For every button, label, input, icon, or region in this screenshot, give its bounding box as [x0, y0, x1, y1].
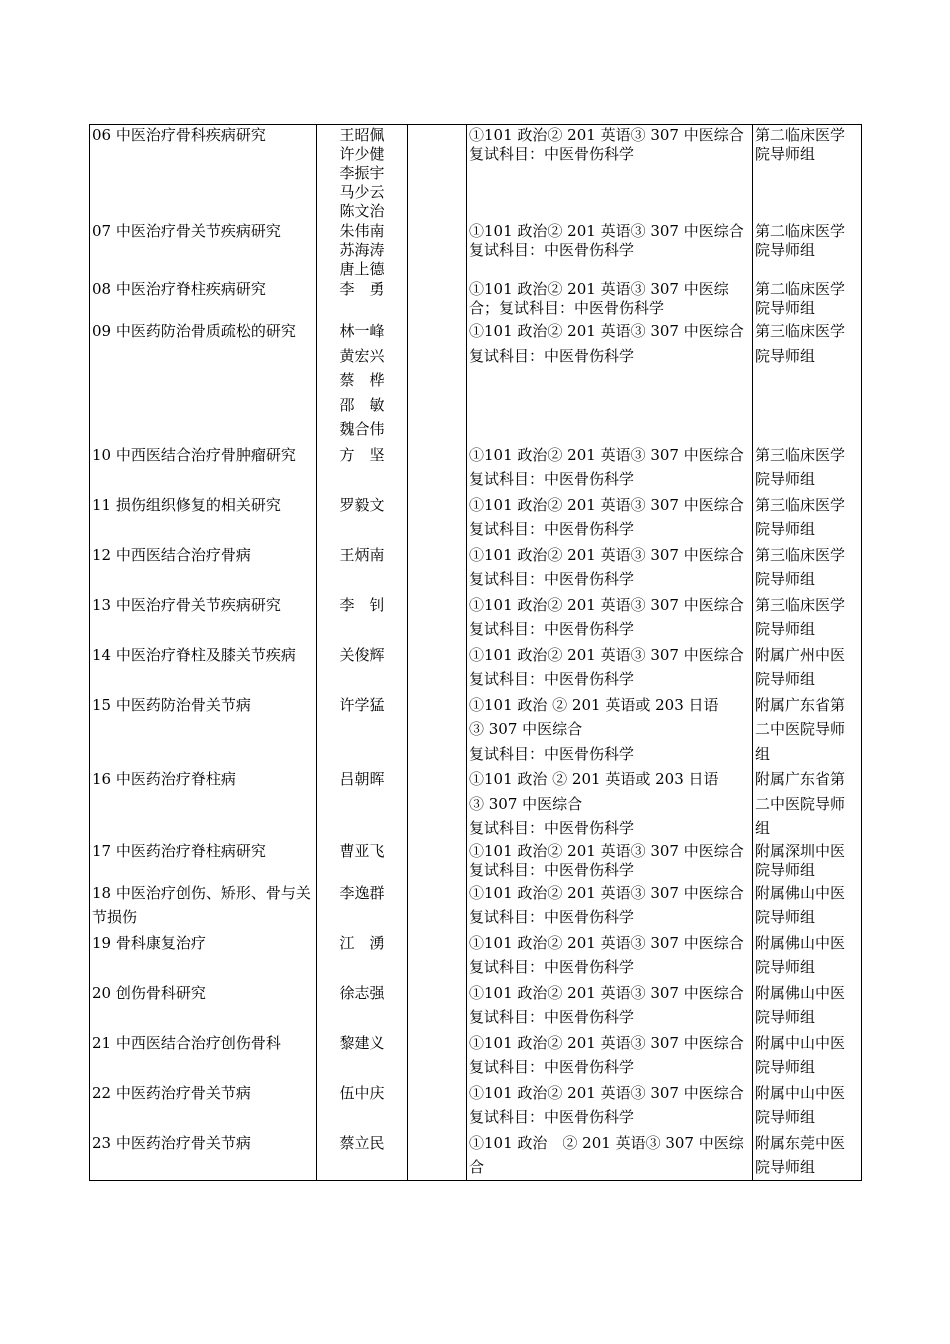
tutor-cell [317, 592, 408, 642]
blank-cell [408, 1080, 467, 1130]
exam-subjects-cell-line: ①101 政治② 201 英语③ 307 中医综 [469, 280, 729, 298]
unit-cell-line: 院导师组 [755, 299, 816, 317]
table-row [90, 692, 862, 767]
exam-subjects-cell-line: ①101 政治 ② 201 英语③ 307 中医综 [469, 1133, 744, 1152]
unit-cell [753, 980, 862, 1030]
unit-cell [753, 492, 862, 542]
tutor-cell-line: 黄宏兴 [339, 346, 385, 365]
tutor-cell-line: 方 坚 [339, 445, 385, 464]
table-row [90, 542, 862, 592]
exam-subjects-cell-line: 复试科目：中医骨伤科学 [469, 819, 635, 837]
research-direction-cell: 21 中西医结合治疗创伤骨科 [90, 1030, 317, 1080]
research-direction-cell: 16 中医药治疗脊柱病 [90, 766, 317, 841]
unit-cell-line: 附属广东省第 [755, 695, 846, 714]
unit-cell-line: 附属中山中医 [755, 1083, 846, 1102]
exam-subjects-cell-line: 复试科目：中医骨伤科学 [469, 145, 635, 163]
unit-cell-line: 院导师组 [755, 241, 816, 259]
unit-cell-line: 院导师组 [755, 470, 816, 488]
blank-cell [408, 492, 467, 542]
tutor-cell [317, 692, 408, 767]
unit-cell [753, 125, 862, 222]
table-row [90, 492, 862, 542]
tutor-cell [317, 980, 408, 1030]
table-row [90, 766, 862, 841]
exam-subjects-cell-line: 复试科目：中医骨伤科学 [469, 670, 635, 688]
blank-cell [408, 880, 467, 930]
tutor-cell [317, 1080, 408, 1130]
unit-cell [753, 766, 862, 841]
research-direction-cell: 13 中医治疗骨关节疾病研究 [90, 592, 317, 642]
research-direction-cell: 19 骨科康复治疗 [90, 930, 317, 980]
unit-cell-line: 第二临床医学 [755, 280, 846, 298]
tutor-cell [317, 642, 408, 692]
tutor-cell [317, 841, 408, 880]
exam-subjects-cell-line: ①101 政治② 201 英语③ 307 中医综合 [469, 445, 744, 464]
unit-cell-line: 二中医院导师 [755, 794, 846, 813]
unit-cell [753, 318, 862, 442]
exam-subjects-cell [467, 642, 753, 692]
tutor-cell-line: 伍中庆 [339, 1083, 385, 1102]
research-direction-cell: 07 中医治疗骨关节疾病研究 [90, 221, 317, 279]
unit-cell-line: 附属广州中医 [755, 645, 846, 664]
unit-cell-line: 附属佛山中医 [755, 933, 846, 952]
unit-cell-line: 院导师组 [755, 145, 816, 163]
research-direction-cell: 10 中西医结合治疗骨肿瘤研究 [90, 442, 317, 492]
unit-cell-line: 第三临床医学 [755, 545, 846, 564]
tutor-cell-line: 唐上德 [339, 260, 385, 278]
exam-subjects-cell-line: 复试科目：中医骨伤科学 [469, 1008, 635, 1026]
exam-subjects-cell-line: ①101 政治② 201 英语③ 307 中医综合 [469, 983, 744, 1002]
exam-subjects-cell-line: 复试科目：中医骨伤科学 [469, 908, 635, 926]
table-row [90, 125, 862, 222]
unit-cell [753, 592, 862, 642]
research-direction-cell: 23 中医药治疗骨关节病 [90, 1130, 317, 1181]
blank-cell [408, 592, 467, 642]
tutor-cell-line: 王炳南 [339, 545, 385, 564]
unit-cell-line: 院导师组 [755, 1008, 816, 1026]
unit-cell [753, 1080, 862, 1130]
unit-cell [753, 279, 862, 318]
blank-cell [408, 279, 467, 318]
tutor-cell-line: 曹亚飞 [339, 841, 385, 860]
research-direction-cell: 08 中医治疗脊柱疾病研究 [90, 279, 317, 318]
blank-cell [408, 221, 467, 279]
unit-cell [753, 442, 862, 492]
unit-cell-line: 院导师组 [755, 620, 816, 638]
tutor-cell [317, 1130, 408, 1181]
tutor-cell [317, 930, 408, 980]
enrollment-table-page [89, 124, 861, 1181]
exam-subjects-cell-line: ①101 政治② 201 英语③ 307 中医综合 [469, 495, 744, 514]
unit-cell [753, 692, 862, 767]
tutor-cell [317, 221, 408, 279]
tutor-cell-line: 关俊辉 [339, 645, 385, 664]
unit-cell [753, 1130, 862, 1181]
exam-subjects-cell [467, 318, 753, 442]
exam-subjects-cell-line: ①101 政治② 201 英语③ 307 中医综合 [469, 322, 744, 340]
tutor-cell-line: 许少健 [339, 145, 385, 163]
unit-cell-line: 第三临床医学 [755, 595, 846, 614]
tutor-cell-line: 蔡 桦 [339, 371, 385, 389]
unit-cell-line: 附属广东省第 [755, 770, 846, 788]
tutor-cell [317, 880, 408, 930]
unit-cell-line: 院导师组 [755, 860, 816, 879]
table-row [90, 1130, 862, 1181]
exam-subjects-cell [467, 125, 753, 222]
research-direction-cell: 11 损伤组织修复的相关研究 [90, 492, 317, 542]
blank-cell [408, 1030, 467, 1080]
unit-cell-line: 组 [755, 819, 771, 837]
exam-subjects-cell-line: 复试科目：中医骨伤科学 [469, 860, 635, 879]
table-row [90, 1030, 862, 1080]
unit-cell-line: 院导师组 [755, 520, 816, 538]
blank-cell [408, 766, 467, 841]
table-row [90, 1080, 862, 1130]
tutor-cell-line: 陈文治 [339, 202, 385, 220]
exam-subjects-cell [467, 442, 753, 492]
unit-cell-line: 院导师组 [755, 570, 816, 588]
research-direction-cell: 06 中医治疗骨科疾病研究 [90, 125, 317, 222]
exam-subjects-cell-line: 复试科目：中医骨伤科学 [469, 1058, 635, 1076]
tutor-cell-line: 江 湧 [339, 933, 385, 952]
unit-cell-line: 院导师组 [755, 670, 816, 688]
tutor-cell [317, 492, 408, 542]
exam-subjects-cell-line: 复试科目：中医骨伤科学 [469, 346, 635, 365]
unit-cell [753, 642, 862, 692]
unit-cell-line: 二中医院导师 [755, 720, 846, 738]
exam-subjects-cell-line: ①101 政治② 201 英语③ 307 中医综合 [469, 1083, 744, 1102]
table-body [90, 125, 862, 1181]
unit-cell-line: 第三临床医学 [755, 322, 846, 340]
tutor-cell-line: 罗毅文 [339, 495, 385, 514]
tutor-cell [317, 442, 408, 492]
exam-subjects-cell-line: ①101 政治② 201 英语③ 307 中医综合 [469, 645, 744, 664]
table-row [90, 841, 862, 880]
exam-subjects-cell-line: 复试科目：中医骨伤科学 [469, 958, 635, 976]
exam-subjects-cell-line: ①101 政治② 201 英语③ 307 中医综合 [469, 595, 744, 614]
research-direction-cell: 22 中医药治疗骨关节病 [90, 1080, 317, 1130]
exam-subjects-cell [467, 766, 753, 841]
tutor-cell-line: 魏合伟 [339, 420, 385, 438]
exam-subjects-cell-line: 复试科目：中医骨伤科学 [469, 470, 635, 488]
tutor-cell-line: 李 勇 [339, 280, 385, 298]
table-row [90, 880, 862, 930]
tutor-cell-line: 李振宇 [339, 164, 385, 182]
exam-subjects-cell-line: 合 [469, 1158, 485, 1176]
tutor-cell-line: 邵 敏 [339, 395, 385, 414]
tutor-cell-line: 李逸群 [339, 883, 385, 902]
exam-subjects-cell-line: ③ 307 中医综合 [469, 794, 583, 813]
research-direction-cell: 14 中医治疗脊柱及膝关节疾病 [90, 642, 317, 692]
tutor-cell-line: 吕朝晖 [339, 770, 385, 788]
tutor-cell-line: 朱伟南 [339, 222, 385, 240]
unit-cell-line: 第三临床医学 [755, 495, 846, 514]
research-direction-cell: 20 创伤骨科研究 [90, 980, 317, 1030]
unit-cell-line: 院导师组 [755, 346, 816, 365]
tutor-cell-line: 马少云 [339, 183, 385, 201]
unit-cell-line: 第二临床医学 [755, 126, 846, 144]
exam-subjects-cell [467, 692, 753, 767]
blank-cell [408, 841, 467, 880]
tutor-cell [317, 542, 408, 592]
exam-subjects-cell-line: ①101 政治② 201 英语③ 307 中医综合 [469, 126, 744, 144]
exam-subjects-cell-line: ①101 政治② 201 英语③ 307 中医综合 [469, 841, 744, 860]
exam-subjects-cell-line: 复试科目：中医骨伤科学 [469, 570, 635, 588]
research-direction-cell: 09 中医药防治骨质疏松的研究 [90, 318, 317, 442]
research-direction-cell: 18 中医治疗创伤、矫形、骨与关节损伤 [90, 880, 317, 930]
exam-subjects-cell [467, 221, 753, 279]
table-row [90, 930, 862, 980]
exam-subjects-cell-line: ①101 政治② 201 英语③ 307 中医综合 [469, 933, 744, 952]
exam-subjects-cell-line: 复试科目：中医骨伤科学 [469, 744, 635, 763]
table-row [90, 318, 862, 442]
exam-subjects-cell-line: ③ 307 中医综合 [469, 720, 583, 738]
unit-cell [753, 880, 862, 930]
table-row [90, 980, 862, 1030]
exam-subjects-cell-line: ①101 政治② 201 英语③ 307 中医综合 [469, 883, 744, 902]
exam-subjects-cell [467, 1130, 753, 1181]
blank-cell [408, 542, 467, 592]
exam-subjects-cell [467, 279, 753, 318]
exam-subjects-cell-line: 复试科目：中医骨伤科学 [469, 620, 635, 638]
research-direction-cell: 15 中医药防治骨关节病 [90, 692, 317, 767]
blank-cell [408, 442, 467, 492]
unit-cell-line: 附属中山中医 [755, 1033, 846, 1052]
unit-cell [753, 930, 862, 980]
tutor-cell-line: 蔡立民 [339, 1133, 385, 1152]
tutor-cell-line: 徐志强 [339, 983, 385, 1002]
exam-subjects-cell-line: ①101 政治② 201 英语③ 307 中医综合 [469, 1033, 744, 1052]
exam-subjects-cell [467, 980, 753, 1030]
unit-cell-line: 附属佛山中医 [755, 983, 846, 1002]
unit-cell [753, 221, 862, 279]
unit-cell-line: 附属深圳中医 [755, 841, 846, 860]
tutor-cell-line: 李 钊 [339, 595, 385, 614]
exam-subjects-cell-line: 合；复试科目：中医骨伤科学 [469, 299, 665, 317]
unit-cell-line: 院导师组 [755, 1058, 816, 1076]
exam-subjects-cell [467, 592, 753, 642]
tutor-cell-line: 黎建义 [339, 1033, 385, 1052]
unit-cell [753, 542, 862, 592]
tutor-cell [317, 318, 408, 442]
unit-cell-line: 附属东莞中医 [755, 1133, 846, 1152]
unit-cell-line: 组 [755, 744, 771, 763]
table-row [90, 279, 862, 318]
unit-cell [753, 841, 862, 880]
exam-subjects-cell [467, 1030, 753, 1080]
unit-cell-line: 院导师组 [755, 1158, 816, 1176]
exam-subjects-cell-line: ①101 政治 ② 201 英语或 203 日语 [469, 695, 719, 714]
blank-cell [408, 980, 467, 1030]
research-direction-cell: 17 中医药治疗脊柱病研究 [90, 841, 317, 880]
unit-cell-line: 附属佛山中医 [755, 883, 846, 902]
tutor-cell [317, 125, 408, 222]
unit-cell-line: 第三临床医学 [755, 445, 846, 464]
exam-subjects-cell-line: ①101 政治② 201 英语③ 307 中医综合 [469, 545, 744, 564]
tutor-cell-line: 苏海涛 [339, 241, 385, 259]
blank-cell [408, 125, 467, 222]
tutor-cell-line: 许学猛 [339, 695, 385, 714]
exam-subjects-cell-line: 复试科目：中医骨伤科学 [469, 241, 635, 259]
exam-subjects-cell-line: 复试科目：中医骨伤科学 [469, 1108, 635, 1126]
tutor-cell [317, 1030, 408, 1080]
tutor-cell [317, 766, 408, 841]
blank-cell [408, 642, 467, 692]
blank-cell [408, 692, 467, 767]
blank-cell [408, 930, 467, 980]
exam-subjects-cell [467, 1080, 753, 1130]
blank-cell [408, 1130, 467, 1181]
exam-subjects-cell-line: ①101 政治 ② 201 英语或 203 日语 [469, 770, 719, 788]
unit-cell-line: 院导师组 [755, 1108, 816, 1126]
table-row [90, 642, 862, 692]
unit-cell [753, 1030, 862, 1080]
table-row [90, 592, 862, 642]
exam-subjects-cell-line: ①101 政治② 201 英语③ 307 中医综合 [469, 222, 744, 240]
unit-cell-line: 院导师组 [755, 908, 816, 926]
research-direction-cell: 12 中西医结合治疗骨病 [90, 542, 317, 592]
table-row [90, 442, 862, 492]
tutor-cell-line: 王昭佩 [339, 126, 385, 144]
exam-subjects-cell [467, 880, 753, 930]
exam-subjects-cell [467, 542, 753, 592]
table-row [90, 221, 862, 279]
tutor-cell-line: 林一峰 [339, 322, 385, 340]
exam-subjects-cell [467, 930, 753, 980]
unit-cell-line: 第二临床医学 [755, 222, 846, 240]
tutor-cell [317, 279, 408, 318]
exam-subjects-cell [467, 492, 753, 542]
blank-cell [408, 318, 467, 442]
exam-subjects-cell [467, 841, 753, 880]
exam-subjects-cell-line: 复试科目：中医骨伤科学 [469, 520, 635, 538]
unit-cell-line: 院导师组 [755, 958, 816, 976]
enrollment-table [89, 124, 862, 1181]
